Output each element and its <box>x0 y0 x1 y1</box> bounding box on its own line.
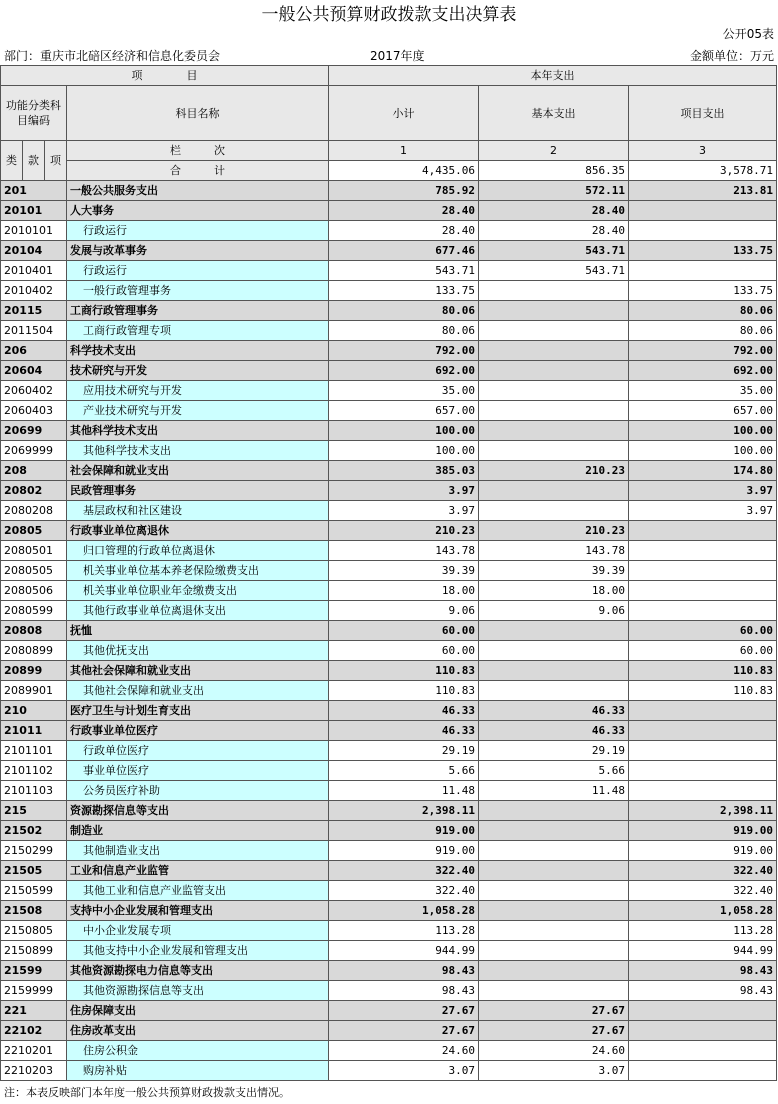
basic-cell <box>479 841 629 861</box>
subject-name-cell: 基层政权和社区建设 <box>67 501 329 521</box>
table-row <box>1 1021 777 1041</box>
code-cell: 21011 <box>1 721 67 741</box>
subject-name-cell: 住房保障支出 <box>67 1001 329 1021</box>
subtotal-header: 小计 <box>329 86 479 141</box>
xiang-header: 项 <box>45 141 67 181</box>
basic-cell <box>479 641 629 661</box>
subject-name-cell: 行政事业单位医疗 <box>67 721 329 741</box>
code-cell: 2101103 <box>1 781 67 801</box>
subtotal-cell: 18.00 <box>329 581 479 601</box>
subject-name-cell: 其他社会保障和就业支出 <box>67 681 329 701</box>
subtotal-cell: 944.99 <box>329 941 479 961</box>
basic-cell <box>479 821 629 841</box>
project-cell: 944.99 <box>629 941 777 961</box>
basic-cell <box>479 801 629 821</box>
subtotal-cell: 5.66 <box>329 761 479 781</box>
subtotal-cell: 39.39 <box>329 561 479 581</box>
total-basic: 856.35 <box>479 161 629 181</box>
basic-cell: 9.06 <box>479 601 629 621</box>
table-row <box>1 221 777 241</box>
basic-cell <box>479 501 629 521</box>
project-cell: 3.97 <box>629 501 777 521</box>
basic-cell: 210.23 <box>479 521 629 541</box>
table-row <box>1 521 777 541</box>
subject-name-cell: 社会保障和就业支出 <box>67 461 329 481</box>
table-row <box>1 301 777 321</box>
table-row <box>1 341 777 361</box>
basic-cell <box>479 621 629 641</box>
subject-name-cell: 其他行政事业单位离退休支出 <box>67 601 329 621</box>
column-3: 3 <box>629 141 777 161</box>
project-cell: 919.00 <box>629 821 777 841</box>
subject-name-cell: 行政单位医疗 <box>67 741 329 761</box>
table-row <box>1 561 777 581</box>
subtotal-cell: 657.00 <box>329 401 479 421</box>
subtotal-cell: 385.03 <box>329 461 479 481</box>
basic-cell: 29.19 <box>479 741 629 761</box>
table-row <box>1 721 777 741</box>
basic-cell: 28.40 <box>479 201 629 221</box>
project-cell: 133.75 <box>629 241 777 261</box>
project-cell: 792.00 <box>629 341 777 361</box>
footnote: 注：本表反映部门本年度一般公共预算财政拨款支出情况。 <box>4 1086 290 1099</box>
basic-cell <box>479 401 629 421</box>
subject-name-cell: 行政事业单位离退休 <box>67 521 329 541</box>
project-cell <box>629 261 777 281</box>
subtotal-cell: 80.06 <box>329 321 479 341</box>
subject-name-cell: 其他社会保障和就业支出 <box>67 661 329 681</box>
code-cell: 2080505 <box>1 561 67 581</box>
project-cell <box>629 541 777 561</box>
subject-name-cell: 行政运行 <box>67 261 329 281</box>
subject-name-cell: 一般行政管理事务 <box>67 281 329 301</box>
code-cell: 2011504 <box>1 321 67 341</box>
project-cell <box>629 601 777 621</box>
subtotal-cell: 28.40 <box>329 221 479 241</box>
code-cell: 2069999 <box>1 441 67 461</box>
table-row <box>1 201 777 221</box>
code-cell: 2080899 <box>1 641 67 661</box>
code-cell: 210 <box>1 701 67 721</box>
project-cell <box>629 701 777 721</box>
table-row <box>1 421 777 441</box>
basic-cell: 210.23 <box>479 461 629 481</box>
table-row <box>1 361 777 381</box>
subject-name-cell: 中小企业发展专项 <box>67 921 329 941</box>
code-cell: 21599 <box>1 961 67 981</box>
table-row <box>1 641 777 661</box>
subject-name-cell: 住房公积金 <box>67 1041 329 1061</box>
table-row <box>1 821 777 841</box>
project-cell <box>629 721 777 741</box>
subtotal-cell: 98.43 <box>329 981 479 1001</box>
subtotal-cell: 35.00 <box>329 381 479 401</box>
code-cell: 2101102 <box>1 761 67 781</box>
basic-cell <box>479 861 629 881</box>
code-cell: 2150299 <box>1 841 67 861</box>
table-row <box>1 861 777 881</box>
project-cell: 110.83 <box>629 661 777 681</box>
subject-name-cell: 医疗卫生与计划生育支出 <box>67 701 329 721</box>
basic-cell: 543.71 <box>479 261 629 281</box>
basic-cell: 5.66 <box>479 761 629 781</box>
subtotal-cell: 3.07 <box>329 1061 479 1081</box>
code-cell: 2150899 <box>1 941 67 961</box>
table-row <box>1 941 777 961</box>
code-cell: 20808 <box>1 621 67 641</box>
table-row <box>1 481 777 501</box>
code-cell: 20699 <box>1 421 67 441</box>
code-cell: 21505 <box>1 861 67 881</box>
basic-cell <box>479 381 629 401</box>
table-row <box>1 281 777 301</box>
table-row <box>1 741 777 761</box>
subject-name-cell: 购房补贴 <box>67 1061 329 1081</box>
subject-name-cell: 抚恤 <box>67 621 329 641</box>
code-cell: 2060402 <box>1 381 67 401</box>
total-project: 3,578.71 <box>629 161 777 181</box>
subject-name-cell: 工商行政管理事务 <box>67 301 329 321</box>
basic-cell: 39.39 <box>479 561 629 581</box>
table-row <box>1 241 777 261</box>
subtotal-cell: 80.06 <box>329 301 479 321</box>
subject-name-cell: 一般公共服务支出 <box>67 181 329 201</box>
project-cell: 692.00 <box>629 361 777 381</box>
project-cell <box>629 221 777 241</box>
project-cell: 110.83 <box>629 681 777 701</box>
basic-cell: 3.07 <box>479 1061 629 1081</box>
subject-name-cell: 发展与改革事务 <box>67 241 329 261</box>
subtotal-cell: 692.00 <box>329 361 479 381</box>
project-cell <box>629 1001 777 1021</box>
subject-header: 科目名称 <box>67 86 329 141</box>
form-number: 公开05表 <box>722 27 774 41</box>
subtotal-cell: 110.83 <box>329 661 479 681</box>
code-cell: 20104 <box>1 241 67 261</box>
subject-name-cell: 机关事业单位基本养老保险缴费支出 <box>67 561 329 581</box>
column-2: 2 <box>479 141 629 161</box>
table-row <box>1 841 777 861</box>
subject-name-cell: 公务员医疗补助 <box>67 781 329 801</box>
expenditure-table <box>0 65 777 1081</box>
subject-name-cell: 工商行政管理专项 <box>67 321 329 341</box>
basic-cell <box>479 941 629 961</box>
table-row <box>1 961 777 981</box>
subject-name-cell: 事业单位医疗 <box>67 761 329 781</box>
code-cell: 208 <box>1 461 67 481</box>
code-cell: 215 <box>1 801 67 821</box>
code-cell: 21502 <box>1 821 67 841</box>
subtotal-cell: 322.40 <box>329 861 479 881</box>
basic-cell <box>479 361 629 381</box>
subtotal-cell: 98.43 <box>329 961 479 981</box>
unit-label: 金额单位：万元 <box>689 49 774 63</box>
project-cell: 80.06 <box>629 321 777 341</box>
basic-cell: 11.48 <box>479 781 629 801</box>
subtotal-cell: 210.23 <box>329 521 479 541</box>
project-cell <box>629 201 777 221</box>
total-label: 合 计 <box>67 161 329 181</box>
basic-cell: 572.11 <box>479 181 629 201</box>
subject-name-cell: 技术研究与开发 <box>67 361 329 381</box>
subtotal-cell: 100.00 <box>329 421 479 441</box>
table-row <box>1 681 777 701</box>
subject-name-cell: 资源勘探信息等支出 <box>67 801 329 821</box>
table-row <box>1 781 777 801</box>
code-cell: 2150805 <box>1 921 67 941</box>
basic-cell: 24.60 <box>479 1041 629 1061</box>
current-year-header: 本年支出 <box>329 66 777 86</box>
subject-name-cell: 其他工业和信息产业监管支出 <box>67 881 329 901</box>
table-row <box>1 1041 777 1061</box>
project-cell <box>629 741 777 761</box>
subject-name-cell: 其他制造业支出 <box>67 841 329 861</box>
project-cell: 3.97 <box>629 481 777 501</box>
code-cell: 2060403 <box>1 401 67 421</box>
basic-cell: 28.40 <box>479 221 629 241</box>
subject-name-cell: 应用技术研究与开发 <box>67 381 329 401</box>
project-cell: 35.00 <box>629 381 777 401</box>
subtotal-cell: 60.00 <box>329 641 479 661</box>
basic-cell: 46.33 <box>479 701 629 721</box>
subtotal-cell: 785.92 <box>329 181 479 201</box>
code-cell: 201 <box>1 181 67 201</box>
basic-cell: 143.78 <box>479 541 629 561</box>
table-row <box>1 581 777 601</box>
project-cell: 322.40 <box>629 881 777 901</box>
total-row <box>1 161 777 181</box>
subject-name-cell: 其他科学技术支出 <box>67 421 329 441</box>
project-cell <box>629 561 777 581</box>
code-cell: 2089901 <box>1 681 67 701</box>
basic-cell <box>479 281 629 301</box>
project-cell: 133.75 <box>629 281 777 301</box>
subtotal-cell: 46.33 <box>329 701 479 721</box>
project-cell: 100.00 <box>629 421 777 441</box>
code-cell: 206 <box>1 341 67 361</box>
project-cell: 657.00 <box>629 401 777 421</box>
table-row <box>1 401 777 421</box>
subtotal-cell: 677.46 <box>329 241 479 261</box>
basic-cell <box>479 981 629 1001</box>
table-row <box>1 661 777 681</box>
subtotal-cell: 28.40 <box>329 201 479 221</box>
basic-cell: 543.71 <box>479 241 629 261</box>
code-cell: 20604 <box>1 361 67 381</box>
table-row <box>1 501 777 521</box>
basic-cell: 46.33 <box>479 721 629 741</box>
basic-cell: 18.00 <box>479 581 629 601</box>
page-title: 一般公共预算财政拨款支出决算表 <box>261 5 517 25</box>
column-label: 栏 次 <box>67 141 329 161</box>
project-cell <box>629 581 777 601</box>
code-cell: 2010101 <box>1 221 67 241</box>
code-cell: 2010401 <box>1 261 67 281</box>
subtotal-cell: 113.28 <box>329 921 479 941</box>
code-cell: 2080506 <box>1 581 67 601</box>
subject-name-cell: 其他资源勘探电力信息等支出 <box>67 961 329 981</box>
total-subtotal: 4,435.06 <box>329 161 479 181</box>
subject-name-cell: 工业和信息产业监管 <box>67 861 329 881</box>
basic-cell <box>479 901 629 921</box>
basic-cell <box>479 681 629 701</box>
subtotal-cell: 919.00 <box>329 821 479 841</box>
subject-name-cell: 产业技术研究与开发 <box>67 401 329 421</box>
basic-cell <box>479 881 629 901</box>
subject-name-cell: 支持中小企业发展和管理支出 <box>67 901 329 921</box>
subject-name-cell: 其他支持中小企业发展和管理支出 <box>67 941 329 961</box>
code-cell: 2080599 <box>1 601 67 621</box>
subtotal-cell: 3.97 <box>329 501 479 521</box>
basic-cell <box>479 321 629 341</box>
code-cell: 20115 <box>1 301 67 321</box>
table-row <box>1 921 777 941</box>
table-row <box>1 981 777 1001</box>
subject-name-cell: 其他优抚支出 <box>67 641 329 661</box>
project-cell: 113.28 <box>629 921 777 941</box>
subject-name-cell: 机关事业单位职业年金缴费支出 <box>67 581 329 601</box>
code-cell: 2150599 <box>1 881 67 901</box>
subtotal-cell: 322.40 <box>329 881 479 901</box>
table-row <box>1 601 777 621</box>
project-cell <box>629 1061 777 1081</box>
subtotal-cell: 133.75 <box>329 281 479 301</box>
basic-cell: 27.67 <box>479 1001 629 1021</box>
project-cell <box>629 761 777 781</box>
subject-name-cell: 制造业 <box>67 821 329 841</box>
subtotal-cell: 24.60 <box>329 1041 479 1061</box>
subject-name-cell: 归口管理的行政单位离退休 <box>67 541 329 561</box>
project-cell: 98.43 <box>629 961 777 981</box>
subject-name-cell: 民政管理事务 <box>67 481 329 501</box>
table-row <box>1 881 777 901</box>
code-cell: 21508 <box>1 901 67 921</box>
code-cell: 2080208 <box>1 501 67 521</box>
subtotal-cell: 60.00 <box>329 621 479 641</box>
subtotal-cell: 1,058.28 <box>329 901 479 921</box>
table-row <box>1 461 777 481</box>
code-cell: 2101101 <box>1 741 67 761</box>
kuan-header: 款 <box>23 141 45 181</box>
project-cell <box>629 1021 777 1041</box>
basic-cell <box>479 961 629 981</box>
basic-cell <box>479 421 629 441</box>
subtotal-cell: 2,398.11 <box>329 801 479 821</box>
project-cell <box>629 781 777 801</box>
subtotal-cell: 27.67 <box>329 1021 479 1041</box>
basic-cell <box>479 661 629 681</box>
table-row <box>1 621 777 641</box>
subject-name-cell: 科学技术支出 <box>67 341 329 361</box>
column-1: 1 <box>329 141 479 161</box>
code-cell: 2210203 <box>1 1061 67 1081</box>
subject-name-cell: 人大事务 <box>67 201 329 221</box>
subject-name-cell: 其他科学技术支出 <box>67 441 329 461</box>
subject-name-cell: 住房改革支出 <box>67 1021 329 1041</box>
code-cell: 2080501 <box>1 541 67 561</box>
subtotal-cell: 543.71 <box>329 261 479 281</box>
basic-cell: 27.67 <box>479 1021 629 1041</box>
table-row <box>1 181 777 201</box>
subtotal-cell: 792.00 <box>329 341 479 361</box>
project-cell: 80.06 <box>629 301 777 321</box>
department-label: 部门：重庆市北碚区经济和信息化委员会 <box>4 49 221 63</box>
basic-cell <box>479 921 629 941</box>
column-number-row <box>1 141 777 161</box>
project-cell: 100.00 <box>629 441 777 461</box>
table-row <box>1 801 777 821</box>
code-cell: 20805 <box>1 521 67 541</box>
subtotal-cell: 110.83 <box>329 681 479 701</box>
subtotal-cell: 27.67 <box>329 1001 479 1021</box>
project-cell <box>629 1041 777 1061</box>
project-cell: 60.00 <box>629 621 777 641</box>
table-row <box>1 381 777 401</box>
basic-cell <box>479 341 629 361</box>
project-cell: 213.81 <box>629 181 777 201</box>
project-cell: 174.80 <box>629 461 777 481</box>
basic-cell <box>479 441 629 461</box>
table-row <box>1 761 777 781</box>
project-cell: 2,398.11 <box>629 801 777 821</box>
subtotal-cell: 9.06 <box>329 601 479 621</box>
year-label: 2017年度 <box>370 49 425 63</box>
subtotal-cell: 46.33 <box>329 721 479 741</box>
header-row-1 <box>1 66 777 86</box>
project-cell: 60.00 <box>629 641 777 661</box>
code-cell: 2159999 <box>1 981 67 1001</box>
project-cell: 1,058.28 <box>629 901 777 921</box>
subtotal-cell: 3.97 <box>329 481 479 501</box>
code-cell: 2210201 <box>1 1041 67 1061</box>
func-code-header: 功能分类科目编码 <box>1 86 67 141</box>
code-cell: 22102 <box>1 1021 67 1041</box>
table-row <box>1 261 777 281</box>
subtotal-cell: 29.19 <box>329 741 479 761</box>
table-row <box>1 321 777 341</box>
code-cell: 221 <box>1 1001 67 1021</box>
basic-cell <box>479 301 629 321</box>
header-row-2 <box>1 86 777 141</box>
subtotal-cell: 143.78 <box>329 541 479 561</box>
subtotal-cell: 100.00 <box>329 441 479 461</box>
basic-header: 基本支出 <box>479 86 629 141</box>
subject-name-cell: 其他资源勘探信息等支出 <box>67 981 329 1001</box>
project-cell: 98.43 <box>629 981 777 1001</box>
project-cell: 322.40 <box>629 861 777 881</box>
code-cell: 20899 <box>1 661 67 681</box>
lei-header: 类 <box>1 141 23 181</box>
subject-name-cell: 行政运行 <box>67 221 329 241</box>
table-row <box>1 901 777 921</box>
code-cell: 20802 <box>1 481 67 501</box>
table-row <box>1 441 777 461</box>
project-header: 项目支出 <box>629 86 777 141</box>
table-row <box>1 1001 777 1021</box>
project-cell <box>629 521 777 541</box>
table-row <box>1 701 777 721</box>
subtotal-cell: 919.00 <box>329 841 479 861</box>
basic-cell <box>479 481 629 501</box>
subtotal-cell: 11.48 <box>329 781 479 801</box>
table-row <box>1 541 777 561</box>
code-cell: 20101 <box>1 201 67 221</box>
code-cell: 2010402 <box>1 281 67 301</box>
project-cell: 919.00 <box>629 841 777 861</box>
item-header: 项 目 <box>1 66 329 86</box>
table-row <box>1 1061 777 1081</box>
